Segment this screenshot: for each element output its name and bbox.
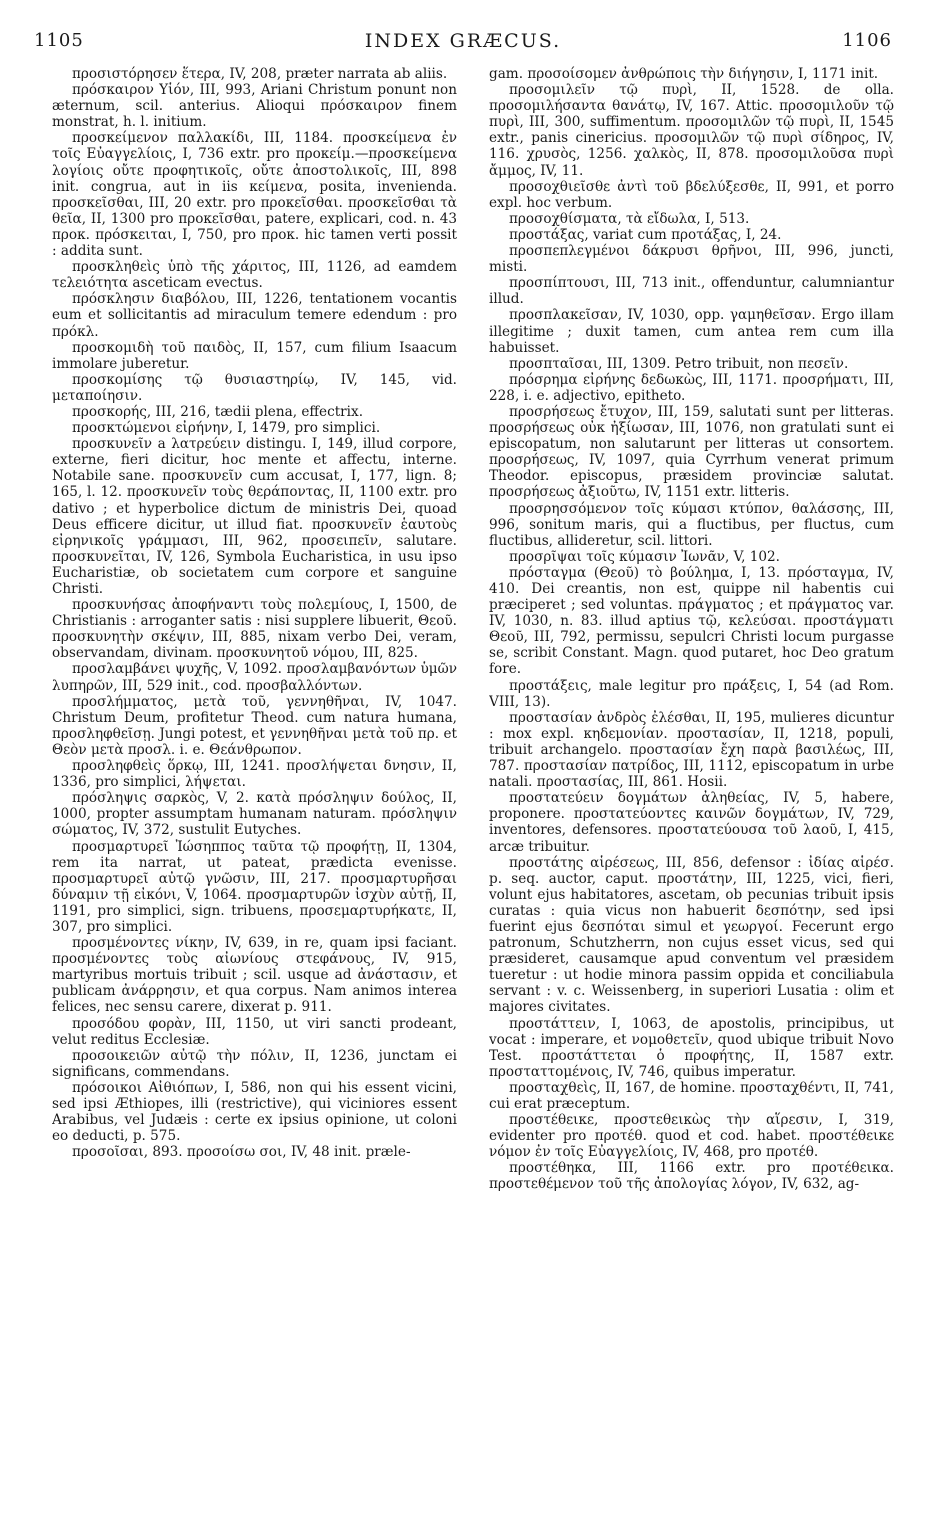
index-entry: προσμαρτυρεῖ Ἰώσηππος ταῦτα τῷ προφήτῃ, II, 1304, rem ita narrat, ut pateat, prædicta evenisse. προσμαρτυρεῖ αὐτῷ γνῶσιν, III, 217. προσμαρτυρῆσαι δύναμιν τῇ εἰκόνι, V, 1064. προσμαρτυρῶν ἰσχὺν αὐτῇ, II, 1191, pro simplici, sign. tribuens, προσεμαρτυρήκατε, II, 307, pro simplici.	[52, 838, 457, 935]
index-entry: προστάττειν, I, 1063, de apostolis, principibus, ut vocat : imperare, et νομοθετεῖν, quod ubique tribuit Novo Test. προστάττεται ὁ προφήτης, II, 1587 extr. προσταττομένοις, IV, 746, quibus imperatur.	[489, 1015, 894, 1080]
index-body	[52, 66, 897, 1536]
index-entry: προσκυνήσας ἀποφήναντι τοὺς πολεμίους, I, 1500, de Christianis : arroganter satis : nisi supplere libuerit, Θεοῦ. προσκυνητὴν σκέψιν, III, 885, nixam verbo Dei, veram, observandam, divinam. προσκυνητοῦ νόμου, III, 825.	[52, 597, 457, 662]
index-entry: προσκομιδὴ τοῦ παιδὸς, II, 157, cum filium Isaacum immolare juberetur.	[52, 339, 457, 372]
index-entry: προσοχθίσματα, τὰ εἴδωλα, I, 513.	[509, 210, 750, 227]
index-entry: πρόσοικοι Αἰθιόπων, I, 586, non qui his essent vicini, sed ipsi Æthiopes, illi (restrictive), qui viciniores essent Arabibus, vel Judæis : certe ex ipsius opinione, ut coloni eo deducti, p. 575.	[52, 1079, 457, 1145]
index-entry: προστέθηκα, III, 1166 extr. pro προτέθεικα. προστεθέμενον τοῦ τῆς ἀπολογίας λόγον, IV, 632, ag-	[489, 1160, 894, 1193]
index-entry: προσρησσόμενον τοῖς κύμασι κτύπον, θαλάσσης, III, 996, sonitum maris, qui a fluctibus, per fluctus, cum fluctibus, allideretur, scil. littori.	[489, 500, 894, 549]
index-entry: προστάξεις, male legitur pro πράξεις, I, 54 (ad Rom. VIII, 13).	[489, 677, 894, 710]
index-entry: προσοῖσαι, 893. προσοίσω σοι, IV, 48 init. præle-	[72, 1144, 411, 1161]
index-entry: προσμένοντες νίκην, IV, 639, in re, quam ipsi faciant. προσμένοντες τοὺς αἰωνίους στεφάνους, IV, 915, martyribus mortuis tribuit ; scil. usque ad ἀνάστασιν, et publicam ἀνάρρησιν, et qua corpus. Nam animos interea felices, nec sensu carere, dixerat p. 911.	[52, 935, 457, 1016]
index-entry: προσπταῖσαι, III, 1309. Petro tribuit, non πεσεῖν.	[509, 355, 849, 372]
index-entry: προσκληθεὶς ὑπὸ τῆς χάριτος, III, 1126, ad eamdem τελειότητα asceticam evectus.	[52, 259, 457, 292]
index-entry: προσομιλεῖν τῷ πυρὶ, II, 1528. de olla. προσομιλήσαντα θανάτῳ, IV, 167. Attic. προσομιλοῦν τῷ πυρὶ, III, 300, suffimentum. προσομιλῶν τῷ πυρὶ, II, 1545 extr., panis cinericius. προσομιλῶν τῷ πυρὶ σίδηρος, IV, 116. χρυσὸς, 1256. χαλκὸς, II, 878. προσομιλοῦσα πυρὶ ἄμμος, IV, 11.	[489, 82, 894, 179]
index-entry: προστατεύειν δογμάτων ἀληθείας, IV, 5, habere, proponere. προστατεύοντες καινῶν δογμάτων, IV, 729, inventores, defensores. προστατεύουσα τοῦ λαοῦ, I, 415, arcæ tribuitur.	[489, 790, 894, 855]
index-entry: προστασίαν ἀνδρὸς ἐλέσθαι, II, 195, mulieres dicuntur : mox expl. κηδεμονίαν. προστασίαν, II, 1218, populi, tribuit archangelo. προστασίαν ἔχη παρὰ βασιλέως, III, 787. προστασίαν πατρίδος, III, 1112, episcopatum in urbe natali. προστασίας, III, 861. Hosii.	[489, 709, 894, 791]
index-entry: προσρήσεως ἔτυχον, III, 159, salutati sunt per litteras. προσρήσεως οὐκ ἠξίωσαν, III, 1076, non gratulati sunt ei episcopatum, non salutarunt per litteras ut consortem. προσρήσεως, IV, 1097, quia Cyrrhum venerat primum Theodor. episcopus, præsidem provinciæ salutat. προσρήσεως ἀξιοῦτω, IV, 1151 extr. litteris.	[489, 403, 894, 501]
left-column	[52, 66, 457, 1536]
index-entry: προστάξας, variat cum προτάξας, I, 24.	[509, 226, 782, 243]
index-entry: πρόσταγμα (Θεοῦ) τὸ βούλημα, I, 13. πρόσταγμα, IV, 410. Dei creantis, non est, quippe nil habentis cui præciperet ; sed voluntas. πράγματος ; et πράγματος var. IV, 1030, n. 83. illud aptius τῷ, κελεύσαι. προστάγματι Θεοῦ, III, 792, permissu, sepulcri Christi locum purgasse se, scribit Constant. Magn. quod putaret, hoc Deo gratum fore.	[489, 564, 894, 678]
index-entry: προσλαμβάνει ψυχῆς, V, 1092. προσλαμβανόντων ὑμῶν λυπηρῶν, III, 529 init., cod. προσβαλλόντων.	[52, 661, 457, 694]
index-entry: προσόδου φορὰν, III, 1150, ut viri sancti prodeant, velut reditus Ecclesiæ.	[52, 1015, 457, 1048]
index-entry: προσοικειῶν αὐτῷ τὴν πόλιν, II, 1236, junctam ei significans, commendans.	[52, 1047, 457, 1080]
index-entry: προσκτώμενοι εἰρήνην, I, 1479, pro simplici.	[72, 420, 381, 437]
running-header	[34, 30, 892, 60]
index-entry: προσκομίσης τῷ θυσιαστηρίῳ, IV, 145, vid. μεταποίησιν.	[52, 371, 457, 404]
right-column	[489, 66, 894, 1536]
index-entry: προσληφθεὶς ὅρκῳ, III, 1241. προσλήψεται δνησιν, II, 1336, pro simplici, λήψεται.	[52, 758, 457, 791]
index-entry: gam. προσοίσομεν ἀνθρώποις τὴν διήγησιν, I, 1171 init.	[489, 66, 879, 82]
index-entry: προσοχθιεῖσθε ἀντὶ τοῦ βδελύξεσθε, II, 991, et porro expl. hoc verbum.	[489, 178, 894, 211]
index-entry: προσπεπλεγμένοι δάκρυσι θρῆνοι, III, 996, juncti, misti.	[489, 243, 894, 276]
index-entry: προστέθεικε, προστεθεικὼς τὴν αἵρεσιν, I, 319, evidenter pro προτέθ. quod et cod. habet. προστέθεικε νόμον ἐν τοῖς Εὐαγγελίοις, IV, 468, pro προτέθ.	[489, 1112, 894, 1161]
page-number-left: 1105	[34, 30, 84, 51]
index-entry: πρόσκαιρον Υἱόν, III, 993, Ariani Christum ponunt non æternum, scil. anterius. Alioqui πρόσκαιρον finem monstrat, h. l. initium.	[52, 82, 457, 131]
index-entry: προσλήμματος, μετὰ τοῦ, γεννηθῆναι, IV, 1047. Christum Deum, profitetur Theod. cum natura humana, προσληφθεῖσῃ. Jungi potest, et γεννηθῆναι μετὰ τοῦ πρ. et Θεὸν μετὰ προσλ. i. e. Θεάνθρωπον.	[52, 693, 457, 758]
index-entry: πρόσρημα εἰρήνης δεδωκὼς, III, 1171. προσρήματι, III, 228, i. e. adjectivo, epitheto.	[489, 371, 894, 404]
index-entry: προσπίπτουσι, III, 713 init., offenduntur, calumniantur illud.	[489, 275, 894, 308]
index-entry: προσκείμενον παλλακίδι, III, 1184. προσκείμενα ἐν τοῖς Εὐαγγελίοις, I, 736 extr. pro προκείμ.—προσκείμενα λογίοις οὔτε προφητικοῖς, οὔτε ἀποστολικοῖς, III, 898 init. congrua, aut in iis κείμενα, posita, invenienda. προσκεῖσθαι, III, 20 extr. pro προκεῖσθαι. προσκεῖσθαι τὰ θεῖα, II, 1300 pro προκεῖσθαι, patere, explicari, cod. n. 43 προκ. πρόσκειται, I, 750, pro προκ. hic tamen verti possit : addita sunt.	[52, 130, 457, 260]
index-entry: πρόσληψις σαρκὸς, V, 2. κατὰ πρόσληψιν δούλος, II, 1000, propter assumptam humanam naturam. πρόσληψιν σώματος, IV, 372, sustulit Eutyches.	[52, 790, 457, 839]
index-entry: προσιστόρησεν ἕτερα, IV, 208, præter narrata ab aliis.	[72, 66, 448, 82]
index-entry: προστάτης αἱρέσεως, III, 856, defensor : ἰδίας αἱρέσ. p. seq. auctor, caput. προστάτην, III, 1225, vici, fieri, volunt ejus habitatores, ascetam, ob pecunias tribuit ipsis curatas : quia vicus non habuerit δεσπότην, sed ipsi fuerint ejus δεσπόται simul et γεωργοί. Fecerunt ergo patronum, Schutzherrn, non cujus esset vicus, sed qui præsideret, causamque apud conventum vel præsidem tueretur : ut hodie minora passim oppida et conciliabula servant : v. c. Weissenberg, in superiori Lusatia : olim et majores civitates.	[489, 854, 894, 1016]
index-entry: προσκυνεῖν a λατρεύειν distingu. I, 149, illud corpore, externe, fieri dicitur, hoc mente et affectu, interne. Notabile sane. προσκυνεῖν cum accusat, I, 177, lign. 8; 165, l. 12. προσκυνεῖν τοὺς θεράποντας, II, 1100 extr. pro dativo ; et hyperbolice dictum de ministris Dei, quoad Deus efficere dicitur, ut illud fiat. προσκυνεῖν ἑαυτοὺς εἰρηνικοῖς γράμμασι, III, 962, προσειπεῖν, salutare. προσκυνεῖται, IV, 126, Symbola Eucharistica, in usu ipso Eucharistiæ, ob societatem cum corpore et sanguine Christi.	[52, 436, 457, 597]
index-entry: πρόσκλησιν διαβόλου, III, 1226, tentationem vocantis eum et sollicitantis ad miraculum temere edendum : pro πρόκλ.	[52, 291, 457, 340]
page-title: INDEX GRÆCUS.	[364, 30, 562, 52]
index-entry: προσρῖψαι τοῖς κύμασιν Ἰωνᾶν, V, 102.	[509, 548, 781, 565]
page-number-right: 1106	[842, 30, 892, 51]
index-entry: προσπλακεῖσαν, IV, 1030, opp. γαμηθεῖσαν. Ergo illam illegitime ; duxit tamen, cum antea rem cum illa habuisset.	[489, 307, 894, 356]
index-entry: προσκορής, III, 216, tædii plena, effectrix.	[72, 403, 364, 420]
index-entry: προσταχθεὶς, II, 167, de homine. προσταχθέντι, II, 741, cui erat præceptum.	[489, 1079, 894, 1112]
